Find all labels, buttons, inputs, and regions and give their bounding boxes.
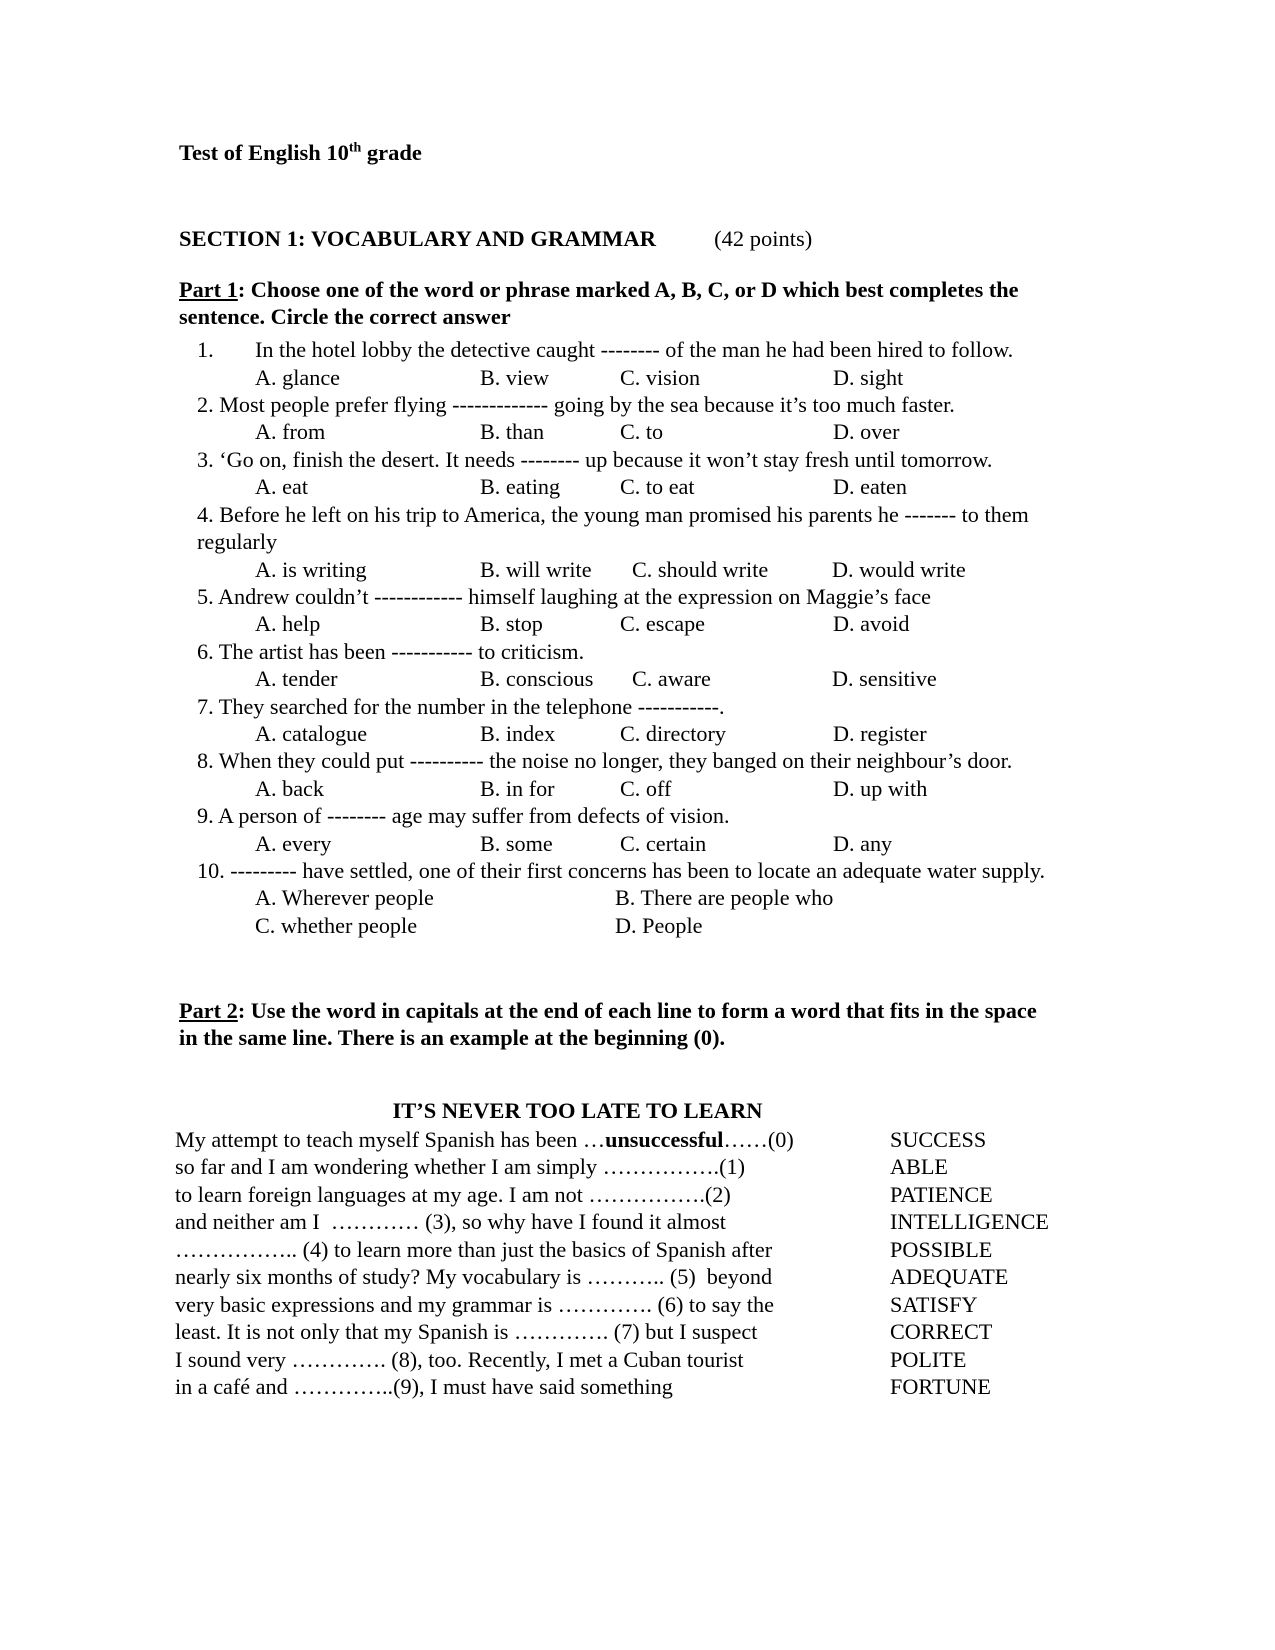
question-5-stem: Andrew couldn’t ------------ himself laughing at the expression on Maggie’s face xyxy=(217,583,932,609)
cloze-line-7-key-word: CORRECT xyxy=(890,1319,993,1345)
part-2-instruction-text: : Use the word in capitals at the end of each line to form a word that fits in the space in the same line. There is an example at the beginning (0). xyxy=(179,998,1037,1051)
question-2 xyxy=(197,391,1100,446)
question-7-text xyxy=(197,693,1100,720)
section-1-title: SECTION 1: VOCABULARY AND GRAMMAR xyxy=(179,225,657,251)
question-8-option-a[interactable]: A. back xyxy=(255,775,325,801)
question-8-text xyxy=(197,747,1100,774)
question-5-text xyxy=(197,583,1100,610)
question-10-text xyxy=(197,857,1100,884)
question-9-text xyxy=(197,802,1100,829)
question-8-option-d[interactable]: D. up with xyxy=(833,775,928,801)
question-4-options xyxy=(255,556,1100,583)
cloze-line-6-sentence: very basic expressions and my grammar is …………. (6) to say the xyxy=(175,1291,774,1317)
question-5-option-a[interactable]: A. help xyxy=(255,611,321,637)
question-1-options xyxy=(255,364,1100,391)
question-7-option-a[interactable]: A. catalogue xyxy=(255,720,368,746)
question-2-options xyxy=(255,418,1100,445)
cloze-line-7 xyxy=(175,1318,1100,1346)
cloze-line-3-sentence: and neither am I ………… (3), so why have I found it almost xyxy=(175,1209,726,1235)
question-1 xyxy=(197,336,1100,391)
question-10-stem: --------- have settled, one of their first concerns has been to locate an adequate water supply. xyxy=(230,857,1046,883)
page-title-ordinal-suffix: th xyxy=(348,140,362,156)
question-6-options xyxy=(255,665,1100,692)
cloze-line-9-sentence: in a café and …………..(9), I must have said something xyxy=(175,1374,673,1400)
part-2-instruction xyxy=(179,997,1059,1051)
question-3-number: 3. xyxy=(197,446,214,472)
question-10-option-c[interactable]: C. whether people xyxy=(255,912,418,938)
question-8-option-b[interactable]: B. in for xyxy=(480,775,555,801)
question-2-option-a[interactable]: A. from xyxy=(255,419,326,445)
question-1-option-a[interactable]: A. glance xyxy=(255,364,341,390)
question-6-stem: The artist has been ----------- to criticism. xyxy=(218,638,585,664)
question-2-stem: Most people prefer flying ------------- going by the sea because it’s too much faster. xyxy=(219,392,955,418)
cloze-line-8 xyxy=(175,1346,1100,1374)
part-1-instruction-text: : Choose one of the word or phrase marked A, B, C, or D which best completes the sentence. Circle the correct answer xyxy=(179,276,1019,330)
cloze-line-3-key-word: INTELLIGENCE xyxy=(890,1209,1049,1235)
question-8-options xyxy=(255,775,1100,802)
question-10 xyxy=(197,857,1100,939)
cloze-line-0-before: My attempt to teach myself Spanish has been … xyxy=(175,1126,606,1152)
question-10-option-b[interactable]: B. There are people who xyxy=(615,885,834,911)
section-1-points: (42 points) xyxy=(714,225,813,251)
cloze-line-2 xyxy=(175,1181,1100,1209)
cloze-line-1-sentence: so far and I am wondering whether I am simply …………….(1) xyxy=(175,1154,745,1180)
cloze-line-9 xyxy=(175,1373,1100,1401)
cloze-line-2-key-word: PATIENCE xyxy=(890,1181,993,1207)
question-7 xyxy=(197,693,1100,748)
question-4-number: 4. xyxy=(197,501,214,527)
cloze-passage xyxy=(175,1126,1100,1401)
question-5 xyxy=(197,583,1100,638)
question-2-option-d[interactable]: D. over xyxy=(833,419,900,445)
question-6-text xyxy=(197,638,1100,665)
question-9 xyxy=(197,802,1100,857)
question-9-option-a[interactable]: A. every xyxy=(255,830,332,856)
question-9-options xyxy=(255,830,1100,857)
question-8 xyxy=(197,747,1100,802)
cloze-line-1 xyxy=(175,1153,1100,1181)
cloze-line-0-sentence xyxy=(175,1126,890,1154)
question-4-option-d[interactable]: D. would write xyxy=(832,556,966,582)
question-1-stem: In the hotel lobby the detective caught -------- of the man he had been hired to follow. xyxy=(255,337,1014,363)
question-8-stem: When they could put ---------- the noise no longer, they banged on their neighbour’s door. xyxy=(218,748,1013,774)
question-6 xyxy=(197,638,1100,693)
question-1-number: 1. xyxy=(197,337,214,363)
question-6-number: 6. xyxy=(197,638,214,664)
cloze-line-0-example-answer: unsuccessful xyxy=(605,1126,724,1152)
cloze-line-0-after: ……(0) xyxy=(723,1126,794,1152)
question-7-number: 7. xyxy=(197,693,214,719)
question-9-number: 9. xyxy=(197,803,214,829)
question-10-options-row-1 xyxy=(255,884,1100,911)
question-1-text xyxy=(197,336,1100,363)
cloze-passage-title: IT’S NEVER TOO LATE TO LEARN xyxy=(392,1097,763,1123)
cloze-line-6 xyxy=(175,1291,1100,1319)
cloze-line-3 xyxy=(175,1208,1100,1236)
cloze-line-8-sentence: I sound very …………. (8), too. Recently, I met a Cuban tourist xyxy=(175,1346,744,1372)
question-5-option-c[interactable]: C. escape xyxy=(620,611,706,637)
question-10-number: 10. xyxy=(197,857,225,883)
question-1-option-d[interactable]: D. sight xyxy=(833,364,904,390)
section-1-header xyxy=(179,226,1100,252)
part-1-instruction xyxy=(179,276,1064,330)
question-6-option-d[interactable]: D. sensitive xyxy=(832,666,937,692)
question-4-option-a[interactable]: A. is writing xyxy=(255,556,367,582)
cloze-line-5-sentence: nearly six months of study? My vocabulary is ……….. (5) beyond xyxy=(175,1264,773,1290)
question-5-option-b[interactable]: B. stop xyxy=(480,611,543,637)
question-1-option-c[interactable]: C. vision xyxy=(620,364,701,390)
question-2-option-c[interactable]: C. to xyxy=(620,419,664,445)
question-3-option-b[interactable]: B. eating xyxy=(480,474,561,500)
cloze-line-5 xyxy=(175,1263,1100,1291)
cloze-line-0 xyxy=(175,1126,1100,1154)
question-4 xyxy=(197,501,1100,583)
question-7-option-d[interactable]: D. register xyxy=(833,720,927,746)
question-7-options xyxy=(255,720,1100,747)
question-7-option-b[interactable]: B. index xyxy=(480,720,556,746)
question-5-number: 5. xyxy=(197,583,214,609)
question-3-text xyxy=(197,446,1100,473)
cloze-line-4-key-word: POSSIBLE xyxy=(890,1236,993,1262)
question-4-stem: Before he left on his trip to America, the young man promised his parents he ------- to them regularly xyxy=(197,501,1029,555)
question-6-option-a[interactable]: A. tender xyxy=(255,666,338,692)
question-9-option-d[interactable]: D. any xyxy=(833,830,893,856)
cloze-line-5-key-word: ADEQUATE xyxy=(890,1264,1009,1290)
question-4-text xyxy=(197,501,1100,556)
cloze-line-1-key-word: ABLE xyxy=(890,1154,948,1180)
part-1-question-list xyxy=(175,336,1100,939)
question-3 xyxy=(197,446,1100,501)
question-8-number: 8. xyxy=(197,748,214,774)
cloze-line-4 xyxy=(175,1236,1100,1264)
question-2-text xyxy=(197,391,1100,418)
page-title-text: Test of English 10 xyxy=(179,140,349,165)
question-3-option-a[interactable]: A. eat xyxy=(255,474,308,500)
question-7-option-c[interactable]: C. directory xyxy=(620,720,726,746)
cloze-line-6-key-word: SATISFY xyxy=(890,1291,978,1317)
question-9-option-c[interactable]: C. certain xyxy=(620,830,707,856)
question-2-number: 2. xyxy=(197,392,214,418)
question-9-option-b[interactable]: B. some xyxy=(480,830,553,856)
question-6-option-c[interactable]: C. aware xyxy=(632,666,711,692)
question-1-option-b[interactable]: B. view xyxy=(480,364,550,390)
question-4-option-b[interactable]: B. will write xyxy=(480,556,592,582)
question-8-option-c[interactable]: C. off xyxy=(620,775,672,801)
question-10-option-a[interactable]: A. Wherever people xyxy=(255,885,434,911)
question-3-option-c[interactable]: C. to eat xyxy=(620,474,695,500)
question-3-options xyxy=(255,473,1100,500)
page-title-tail: grade xyxy=(361,140,422,165)
question-5-options xyxy=(255,610,1100,637)
page-title xyxy=(179,140,1100,166)
part-2-label: Part 2 xyxy=(179,998,238,1024)
part-1-label: Part 1 xyxy=(179,276,238,302)
question-9-stem: A person of -------- age may suffer from defects of vision. xyxy=(217,803,730,829)
cloze-line-0-key-word: SUCCESS xyxy=(890,1126,987,1152)
question-5-option-d[interactable]: D. avoid xyxy=(833,611,910,637)
question-4-option-c[interactable]: C. should write xyxy=(632,556,769,582)
cloze-line-4-sentence: …………….. (4) to learn more than just the basics of Spanish after xyxy=(175,1236,773,1262)
cloze-line-9-key-word: FORTUNE xyxy=(890,1374,991,1400)
cloze-line-2-sentence: to learn foreign languages at my age. I am not …………….(2) xyxy=(175,1181,731,1207)
question-7-stem: They searched for the number in the telephone -----------. xyxy=(218,693,725,719)
question-3-stem: ‘Go on, finish the desert. It needs -------- up because it won’t stay fresh until tomorrow. xyxy=(219,446,993,472)
question-10-options-row-2 xyxy=(255,912,1100,939)
cloze-line-8-key-word: POLITE xyxy=(890,1346,967,1372)
question-10-option-d[interactable]: D. People xyxy=(615,912,703,938)
question-3-option-d[interactable]: D. eaten xyxy=(833,474,907,500)
cloze-line-7-sentence: least. It is not only that my Spanish is …………. (7) but I suspect xyxy=(175,1319,758,1345)
question-6-option-b[interactable]: B. conscious xyxy=(480,666,594,692)
question-2-option-b[interactable]: B. than xyxy=(480,419,545,445)
